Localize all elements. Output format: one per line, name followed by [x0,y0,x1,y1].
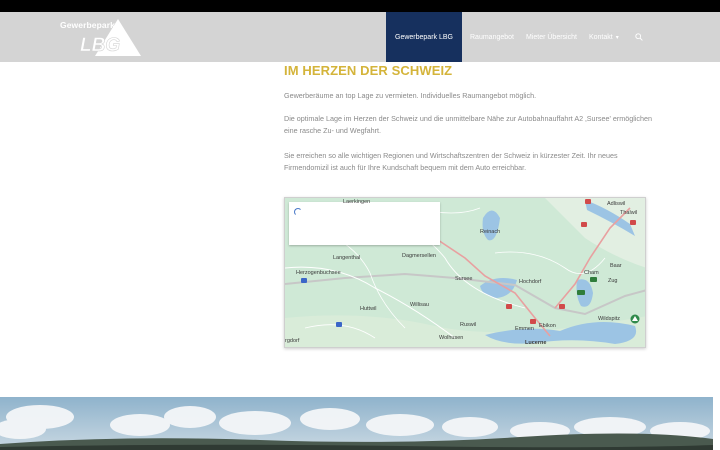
map-label-laerkingen: Laerkingen [343,199,371,205]
embedded-map[interactable] [284,197,646,348]
map-label-huttwil: Huttwil [360,306,377,312]
map-label-cham: Cham [584,270,599,276]
nav-kontakt[interactable] [583,12,625,62]
map-label-adliswil: Adliswil [607,201,626,207]
loading-spinner-icon [294,208,302,216]
map-label-dagmersellen: Dagmersellen [402,253,436,259]
search-button[interactable] [625,12,651,62]
map-label-langenthal: Langenthal [333,255,361,261]
map-label-ruswil: Ruswil [460,322,477,328]
map-label-ebikon: Ebikon [539,323,556,329]
scrollbar-track[interactable] [713,397,720,450]
site-logo[interactable] [60,18,142,58]
map-info-box [289,202,440,245]
map-label-zug: Zug [608,278,618,284]
map-label-reinach: Reinach [480,229,501,235]
map-label-baar: Baar [610,263,622,269]
landscape-banner-image [0,397,713,450]
intro-paragraph: Gewerberäume an top Lage zu vermieten. Individuelles Raumangebot möglich. [284,91,537,100]
nav-gewerbepark-lbg[interactable] [386,12,462,62]
map-label-wildspitz: Wildspitz [598,316,621,322]
map-label-lucerne: Lucerne [525,340,547,346]
nav-mieter-uebersicht[interactable] [520,12,583,62]
page-headline: IM HERZEN DER SCHWEIZ [284,63,453,78]
location-paragraph: Die optimale Lage im Herzen der Schweiz und die unmittelbare Nähe zur Autobahnauffahrt A2 ‚Sursee' ermöglichen eine rasche Zu- und Wegfahrt. [284,114,653,135]
nav-label: Raumangebot [470,33,514,41]
map-label-emmen: Emmen [515,326,534,332]
nav-label: Mieter Übersicht [525,33,577,41]
nav-label: Gewerbepark LBG [395,33,453,41]
map-label-hochdorf: Hochdorf [519,279,542,285]
landscape-photo [0,397,713,450]
chevron-down-icon: ▾ [615,34,619,41]
logo-wordmark: Gewerbepark [60,20,115,30]
map-label-thalwil: Thalwil [620,210,638,216]
map-label-willisau: Willisau [410,302,429,308]
top-black-bar [0,0,720,12]
map-label-sursee: Sursee [455,276,473,282]
map-label-herzogenbuchsee: Herzogenbuchsee [296,270,341,276]
main-content [284,62,654,174]
nav-label: Kontakt [588,33,613,41]
search-icon [635,33,643,41]
map-label-burgdorf: rgdorf [285,338,300,344]
logo-triangle-icon [74,18,142,58]
main-navigation [386,12,651,62]
reach-paragraph: Sie erreichen so alle wichtigen Regionen und Wirtschaftszentren der Schweiz in kürzester Zeit. Ihr neues Firmendomizil ist auch für Ihre Kundschaft bequem mit dem Auto erreichbar. [284,151,618,172]
map-label-wolhusen: Wolhusen [439,335,464,341]
nav-raumangebot[interactable] [464,12,520,62]
logo-mark: LBG [80,35,121,56]
